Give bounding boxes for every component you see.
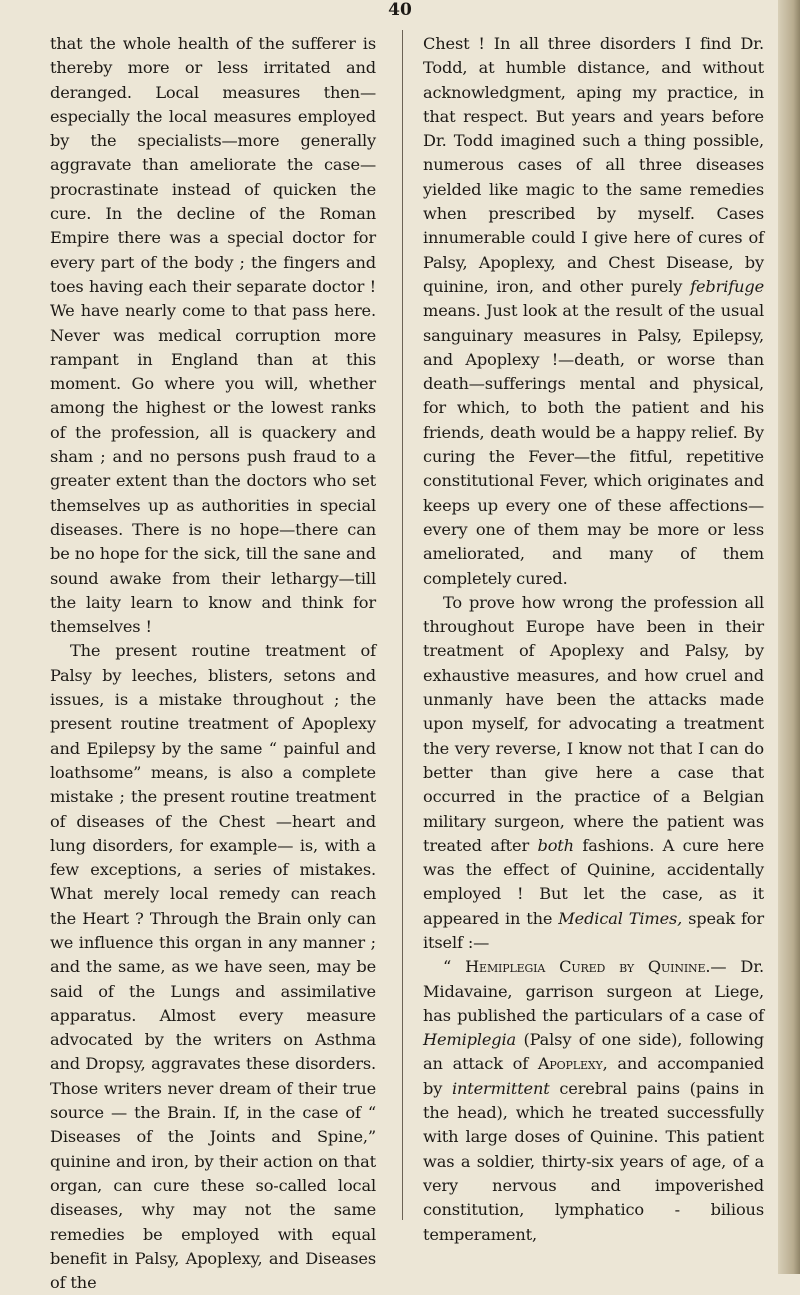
- italic-both: both: [537, 835, 574, 855]
- smallcaps-apoplexy: Apoplexy,: [537, 1054, 608, 1074]
- page-number: 40: [388, 0, 412, 20]
- open-quote: “: [443, 957, 466, 977]
- italic-intermittent: intermittent: [451, 1078, 550, 1098]
- left-column: [50, 32, 376, 1295]
- journal-title: Medical Times,: [558, 908, 683, 928]
- left-paragraph-2: The present routine treatment of Palsy by leeches, blisters, setons and issues, is a mistake throughout ; the present routine treatment of Apoplexy and Epilepsy by the same “ painful and loathsome” means, is also a complete mistake ; the present routine treatment of diseases of the Chest —heart and lung disorders, for example— is, with a few exceptions, a series of mistakes. What merely local remedy can reach the Heart ? Through the Brain only can we influence this organ in any manner ; and the same, as we have seen, may be said of the Lungs and assimilative apparatus. Almost every measure advocated by the writers on Asthma and Dropsy, aggravates these disorders. Those writers never dream of their true source — the Brain. If, in the case of “ Diseases of the Joints and Spine,” quinine and iron, by their action on that organ, can cure these so-called local diseases, why may not the same remedies be employed with equal benefit in Palsy, Apoplexy, and Diseases of the: [50, 641, 376, 1293]
- quoted-case-text-a: — Dr. Midavaine, garrison surgeon at Liege, has published the particulars of a case of: [423, 957, 764, 1025]
- right-paragraph-2-text-b: fashions. A cure here was the effect of Quinine, accidentally employed ! But let the case, as it appeared in the: [423, 835, 765, 928]
- right-paragraph-2-text-a: To prove how wrong the profession all throughout Europe have been in their treatment of Apoplexy and Palsy, by exhaustive measures, and how cruel and unmanly have been the attacks made upon myself, for advocating a treatment the very reverse, I know not that I can do better than give here a case that occurred in the practice of a Belgian military surgeon, where the patient was treated after: [423, 592, 764, 855]
- left-paragraph-1: that the whole health of the sufferer is thereby more or less irritated and deranged. Local measures then—especially the local measures employed by the specialists—more generally aggravate than ameliorate the case—procrastinate instead of quicken the cure. In the decline of the Roman Empire there was a special doctor for every part of the body ; the fingers and toes having each their separate doctor ! We have nearly come to that pass here. Never was medical corruption more rampant in England than at this moment. Go where you will, whether among the highest or the lowest ranks of the profession, all is quackery and sham ; and no persons push fraud to a greater extent than the doctors who set themselves up as authorities in special diseases. There is no hope—there can be no hope for the sick, till the sane and sound awake from their lethargy—till the laity learn to know and think for themselves !: [50, 34, 376, 637]
- quoted-case: [423, 955, 764, 1247]
- right-column: [423, 32, 764, 1247]
- right-paragraph-1-text-a: Chest ! In all three disorders I find Dr. Todd, at humble distance, and without acknowledgment, aping my practice, in that respect. But years and years before Dr. Todd imagined such a thing possible, numerous cases of all three diseases yielded like magic to the same remedies when prescribed by myself. Cases innumerable could I give here of cures of Palsy, Apoplexy, and Chest Disease, by quinine, iron, and other purely: [423, 34, 764, 296]
- quoted-case-text-b: (Palsy of one side), following an attack of: [423, 1030, 764, 1074]
- right-paragraph-1-text-b: means. Just look at the result of the usual sanguinary measures in Palsy, Epilepsy, and Apoplexy !—death, or worse than death—sufferings mental and physical, for which, to both the patient and his friends, death would be a happy relief. By curing the Fever—the fitful, repetitive constitutional Fever, which originates and keeps up every one of these affections—every one of them may be more or less ameliorated, and many of them completely cured.: [423, 301, 764, 588]
- case-heading: Hemiplegia Cured by Quinine.: [465, 957, 711, 977]
- italic-hemiplegia: Hemiplegia: [423, 1030, 517, 1050]
- italic-febrifuge: febrifuge: [690, 276, 764, 296]
- quoted-case-text-d: cerebral pains (pains in the head), which he treated successfully with large doses of Quinine. This patient was a soldier, thirty-six years of age, of a very nervous and impoverished constitution, lymphatico - bilious temperament,: [423, 1078, 765, 1244]
- right-paragraph-2-text-c: speak for itself :—: [423, 908, 764, 952]
- column-rule: [402, 30, 403, 1220]
- page-edge: [778, 0, 800, 1274]
- right-paragraph-1: [423, 32, 764, 591]
- quoted-case-text-c: and accompanied by: [423, 1054, 764, 1098]
- right-paragraph-2: [423, 591, 764, 955]
